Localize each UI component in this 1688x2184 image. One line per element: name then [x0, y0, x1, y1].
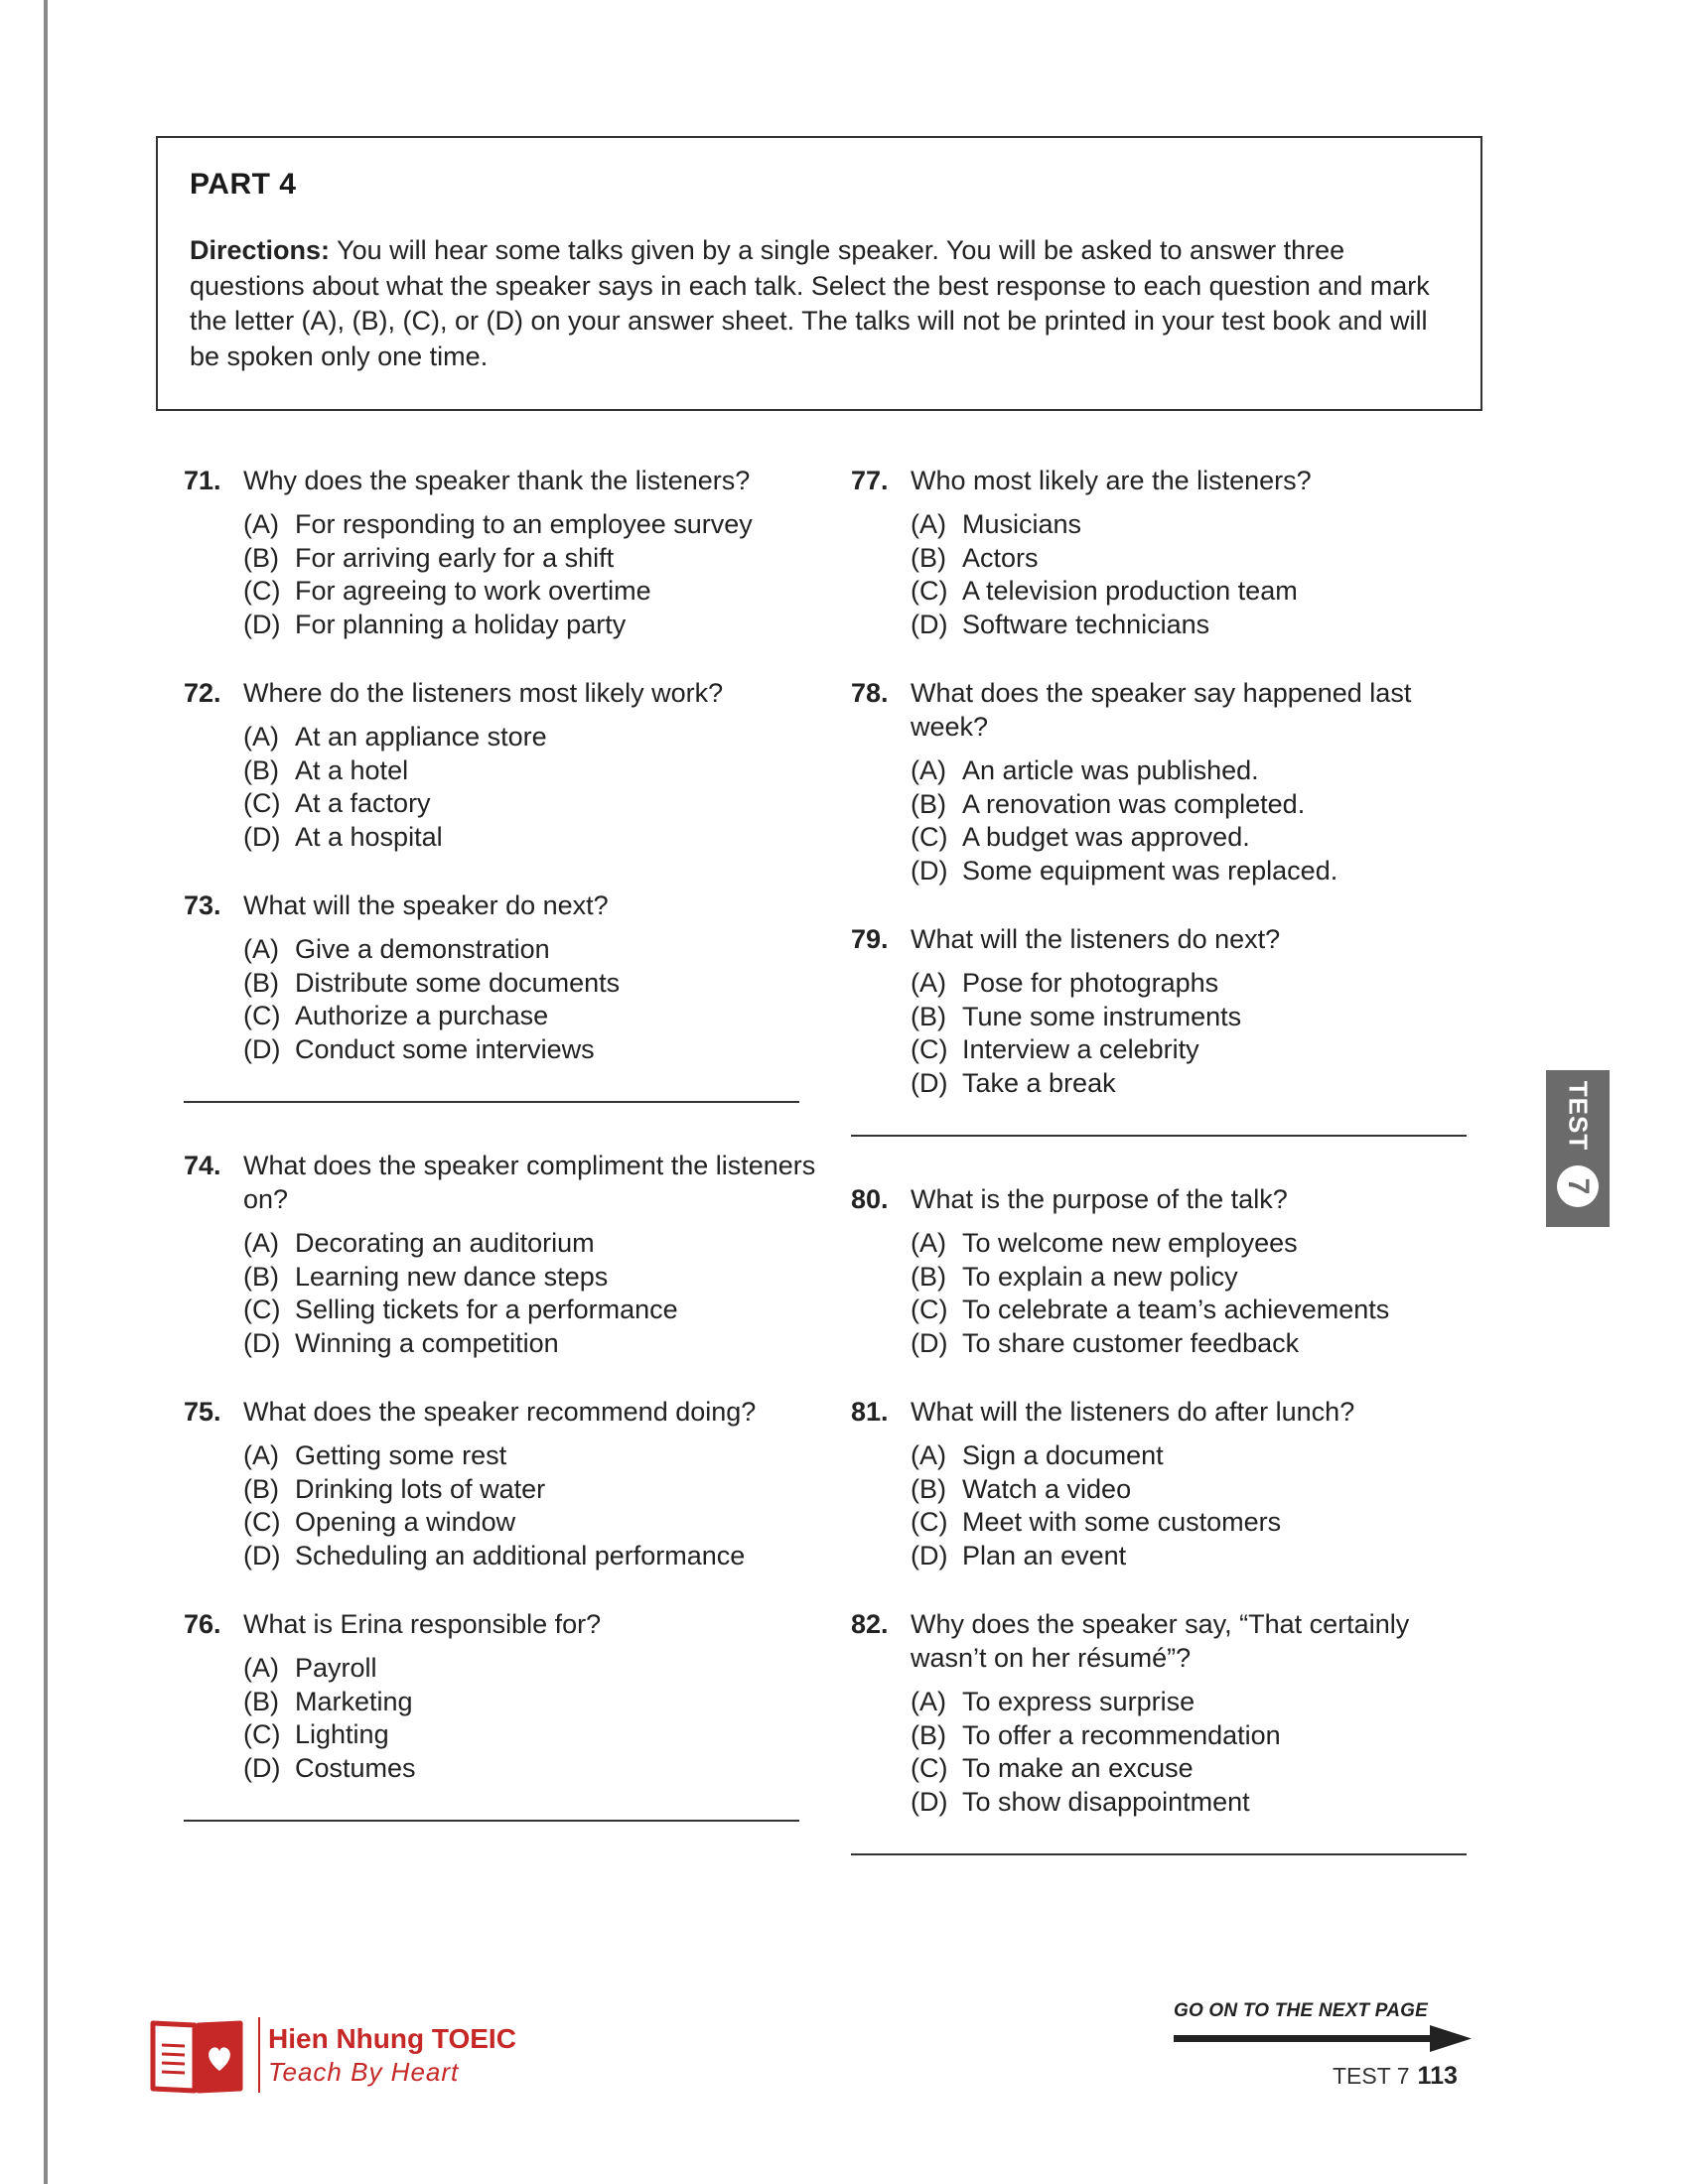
option-d: (D) Conduct some interviews: [243, 1033, 595, 1064]
option-b: (B) To explain a new policy: [911, 1261, 1238, 1292]
brand-logo: [145, 2015, 516, 2095]
question-number: 74.: [184, 1151, 221, 1180]
option-a: (A) Payroll: [243, 1653, 377, 1683]
question-text: Why does the speaker thank the listeners?: [243, 466, 751, 495]
left-column: [184, 464, 819, 1867]
question-number: 77.: [851, 466, 889, 495]
option-c: (C) Meet with some customers: [911, 1507, 1282, 1537]
question-78: [851, 676, 1486, 887]
brand-tagline: Teach By Heart: [268, 2056, 460, 2087]
option-c: (C) To celebrate a team’s achievements: [911, 1295, 1390, 1324]
option-a: (A) Decorating an auditorium: [243, 1228, 595, 1258]
option-c: (C) To make an excuse: [911, 1753, 1194, 1783]
brand-text: [268, 2023, 516, 2088]
option-b: (B) Marketing: [243, 1686, 413, 1716]
question-text: Why does the speaker say, “That certainly wasn’t on her résumé”?: [911, 1609, 1410, 1673]
option-c: (C) Authorize a purchase: [243, 1001, 549, 1030]
option-a: (A) Pose for photographs: [911, 968, 1219, 998]
option-b: (B) Distribute some documents: [243, 967, 621, 998]
question-73: [184, 888, 819, 1066]
option-c: (C) Opening a window: [243, 1507, 516, 1537]
side-tab-number: 7: [1557, 1165, 1599, 1207]
directions-body: You will hear some talks given by a single speaker. You will be asked to answer three questions about what the speaker says in each talk. Select the best response to each question and mark the letter (A), (B), (C), or (D) on your answer sheet. The talks will not be printed in your test book and will be spoken only one time.: [190, 235, 1430, 371]
option-c: (C) A television production team: [911, 576, 1298, 606]
question-number: 81.: [851, 1397, 889, 1427]
question-81: [851, 1395, 1486, 1572]
option-b: (B) At a hotel: [243, 754, 409, 785]
question-number: 73.: [184, 890, 221, 920]
question-number: 80.: [851, 1184, 889, 1214]
page-footer: [1333, 2062, 1458, 2091]
option-a: (A) For responding to an employee survey: [243, 509, 753, 539]
page-number: 113: [1417, 2062, 1458, 2090]
question-77: [851, 464, 1486, 641]
question-71: [184, 464, 819, 641]
question-76: [184, 1607, 819, 1785]
directions-label: Directions:: [190, 235, 331, 265]
option-d: (D) Take a break: [911, 1067, 1116, 1098]
question-75: [184, 1395, 819, 1572]
option-c: (C) For agreeing to work overtime: [243, 576, 651, 606]
side-tab-label: TEST: [1563, 1080, 1594, 1152]
question-number: 71.: [184, 466, 221, 495]
option-a: (A) To welcome new employees: [911, 1228, 1298, 1258]
option-d: (D) Scheduling an additional performance: [243, 1540, 746, 1570]
group-divider: [851, 1853, 1467, 1855]
option-a: (A) Musicians: [911, 509, 1082, 539]
question-text: What is the purpose of the talk?: [911, 1184, 1288, 1214]
group-divider: [184, 1101, 799, 1103]
option-d: (D) Costumes: [243, 1752, 416, 1783]
question-74: [184, 1149, 819, 1360]
question-text: What does the speaker say happened last week?: [911, 678, 1412, 742]
option-b: (B) Drinking lots of water: [243, 1473, 546, 1504]
logo-divider: [258, 2017, 260, 2093]
question-number: 72.: [184, 678, 221, 708]
option-b: (B) To offer a recommendation: [911, 1719, 1281, 1750]
brand-name: Hien Nhung TOEIC: [268, 2022, 516, 2054]
question-number: 78.: [851, 678, 889, 708]
option-a: (A) An article was published.: [911, 755, 1259, 785]
option-a: (A) Give a demonstration: [243, 934, 550, 964]
question-text: What will the listeners do after lunch?: [911, 1397, 1355, 1427]
option-b: (B) A renovation was completed.: [911, 788, 1306, 819]
next-page-text: GO ON TO THE NEXT PAGE: [1174, 2000, 1429, 2021]
option-a: (A) Sign a document: [911, 1440, 1164, 1470]
question-text: What will the listeners do next?: [911, 924, 1281, 954]
option-c: (C) A budget was approved.: [911, 822, 1250, 852]
question-79: [851, 922, 1486, 1100]
group-divider: [851, 1135, 1467, 1137]
option-d: (D) At a hospital: [243, 821, 443, 852]
question-72: [184, 676, 819, 854]
option-d: (D) Some equipment was replaced.: [911, 855, 1338, 886]
question-text: What does the speaker recommend doing?: [243, 1397, 757, 1427]
option-b: (B) Watch a video: [911, 1473, 1132, 1504]
book-heart-icon: [145, 2015, 248, 2095]
option-d: (D) To show disappointment: [911, 1786, 1250, 1817]
option-d: (D) To share customer feedback: [911, 1327, 1300, 1358]
option-c: (C) Selling tickets for a performance: [243, 1295, 678, 1324]
question-number: 82.: [851, 1609, 889, 1639]
question-text: What will the speaker do next?: [243, 890, 609, 920]
option-c: (C) At a factory: [243, 788, 431, 818]
option-c: (C) Lighting: [243, 1719, 389, 1749]
test-7-side-tab: [1546, 1070, 1610, 1227]
option-a: (A) Getting some rest: [243, 1440, 507, 1470]
directions-text: [190, 233, 1449, 374]
question-text: Where do the listeners most likely work?: [243, 678, 724, 708]
option-c: (C) Interview a celebrity: [911, 1034, 1199, 1064]
question-number: 79.: [851, 924, 889, 954]
scan-edge: [44, 0, 48, 2184]
question-number: 75.: [184, 1397, 221, 1427]
option-d: (D) Plan an event: [911, 1540, 1127, 1570]
option-a: (A) To express surprise: [911, 1687, 1196, 1716]
group-divider: [184, 1820, 799, 1822]
arrow-right-icon: [1174, 2024, 1472, 2052]
test-label: TEST 7: [1333, 2063, 1410, 2089]
option-b: (B) For arriving early for a shift: [243, 542, 615, 573]
option-d: (D) For planning a holiday party: [243, 609, 627, 639]
option-b: (B) Actors: [911, 542, 1039, 573]
option-d: (D) Winning a competition: [243, 1327, 559, 1358]
option-b: (B) Tune some instruments: [911, 1001, 1242, 1031]
option-b: (B) Learning new dance steps: [243, 1261, 609, 1292]
next-page-instruction: [1174, 2000, 1472, 2052]
directions-box: [156, 136, 1482, 411]
question-80: [851, 1182, 1486, 1360]
option-a: (A) At an appliance store: [243, 722, 547, 751]
question-number: 76.: [184, 1609, 221, 1639]
question-text: What does the speaker compliment the listeners on?: [243, 1151, 816, 1214]
right-column: [851, 464, 1486, 1901]
question-82: [851, 1607, 1486, 1819]
option-d: (D) Software technicians: [911, 609, 1210, 639]
part-title: PART 4: [190, 168, 297, 201]
question-text: What is Erina responsible for?: [243, 1609, 602, 1639]
question-text: Who most likely are the listeners?: [911, 466, 1312, 495]
